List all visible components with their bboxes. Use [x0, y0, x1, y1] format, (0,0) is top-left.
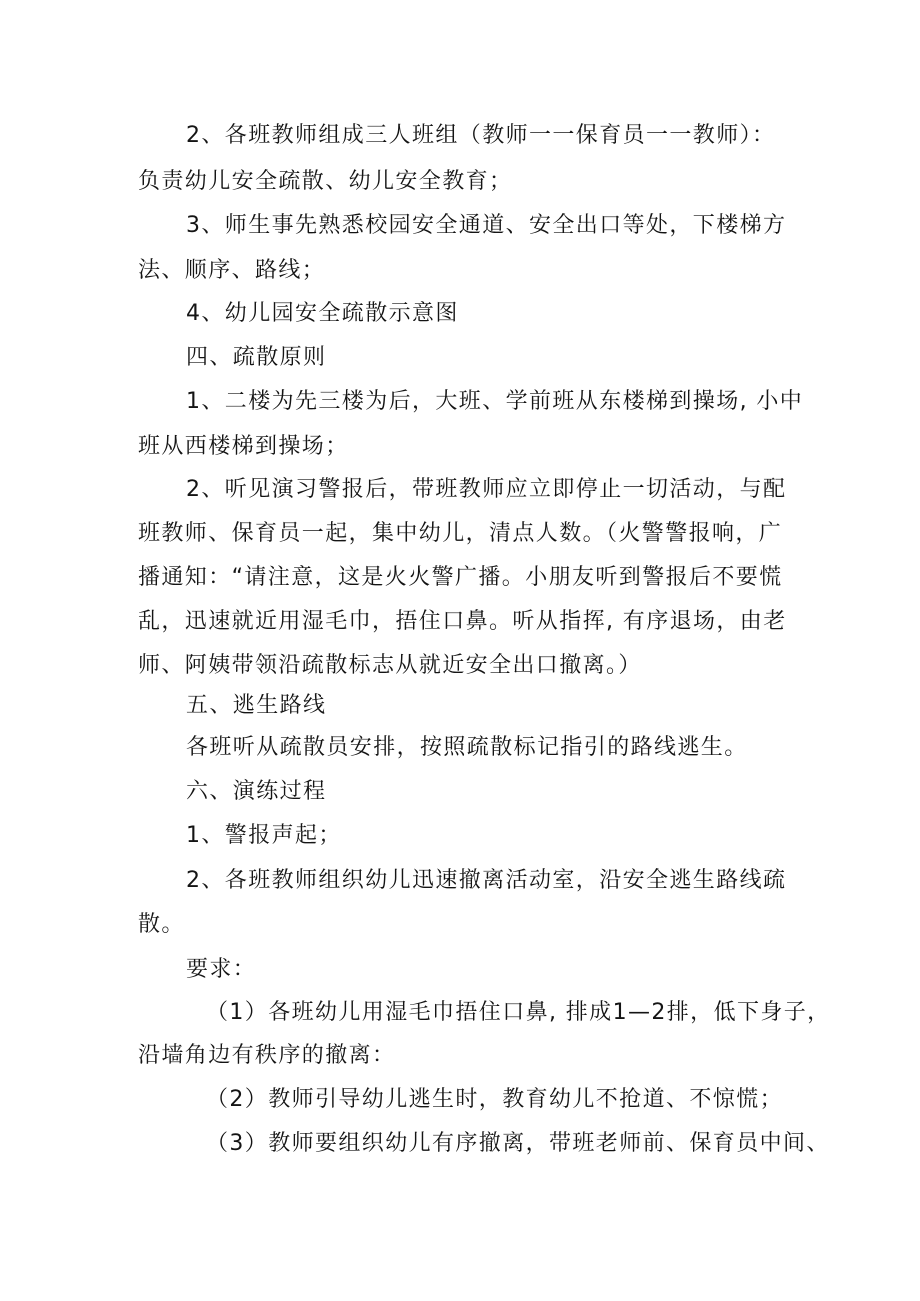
text-line: 1、警报声起； [186, 823, 342, 848]
text-line: 沿墙角边有秩序的撤离： [138, 1043, 396, 1068]
text-line: 散。 [138, 912, 185, 937]
text-line: 班从西楼梯到操场； [138, 434, 349, 459]
text-line: （3）教师要组织幼儿有序撤离，带班老师前、保育员中间、 [206, 1131, 830, 1156]
text-line: 1、二楼为先三楼为后，大班、学前班从东楼梯到操场, 小中 [186, 389, 804, 414]
text-line: 2、听见演习警报后，带班教师应立即停止一切活动，与配 [186, 477, 787, 502]
text-line: 法、顺序、路线； [138, 258, 326, 283]
text-line: 负责幼儿安全疏散、幼儿安全教育； [138, 169, 513, 194]
text-line: （1）各班幼儿用湿毛巾捂住口鼻, 排成1—2排，低下身子， [206, 1000, 831, 1025]
text-line: 要求： [186, 957, 257, 982]
section-heading: 六、演练过程 [186, 779, 327, 804]
text-line: 播通知：“请注意，这是火火警广播。小朋友听到警报后不要慌 [138, 565, 783, 590]
text-line: 各班听从疏散员安排，按照疏散标记指引的路线逃生。 [186, 735, 748, 760]
section-heading: 五、逃生路线 [186, 693, 327, 718]
text-line: 班教师、保育员一起，集中幼儿，清点人数。（火警警报响，广 [138, 521, 783, 546]
text-line: 3、师生事先熟悉校园安全通道、安全出口等处，下楼梯方 [186, 213, 787, 238]
text-line: 2、各班教师组成三人班组（教师一一保育员一一教师）： [186, 123, 776, 148]
text-line: 4、幼儿园安全疏散示意图 [186, 301, 459, 326]
section-heading: 四、疏散原则 [186, 345, 327, 370]
text-line: （2）教师引导幼儿逃生时，教育幼儿不抢道、不惊慌； [206, 1087, 783, 1112]
text-line: 2、各班教师组织幼儿迅速撤离活动室，沿安全逃生路线疏 [186, 868, 787, 893]
text-line: 乱，迅速就近用湿毛巾，捂住口鼻。听从指挥, 有序退场，由老 [138, 609, 787, 634]
text-line: 师、阿姨带领沿疏散标志从就近安全出口撤离。） [138, 653, 642, 678]
